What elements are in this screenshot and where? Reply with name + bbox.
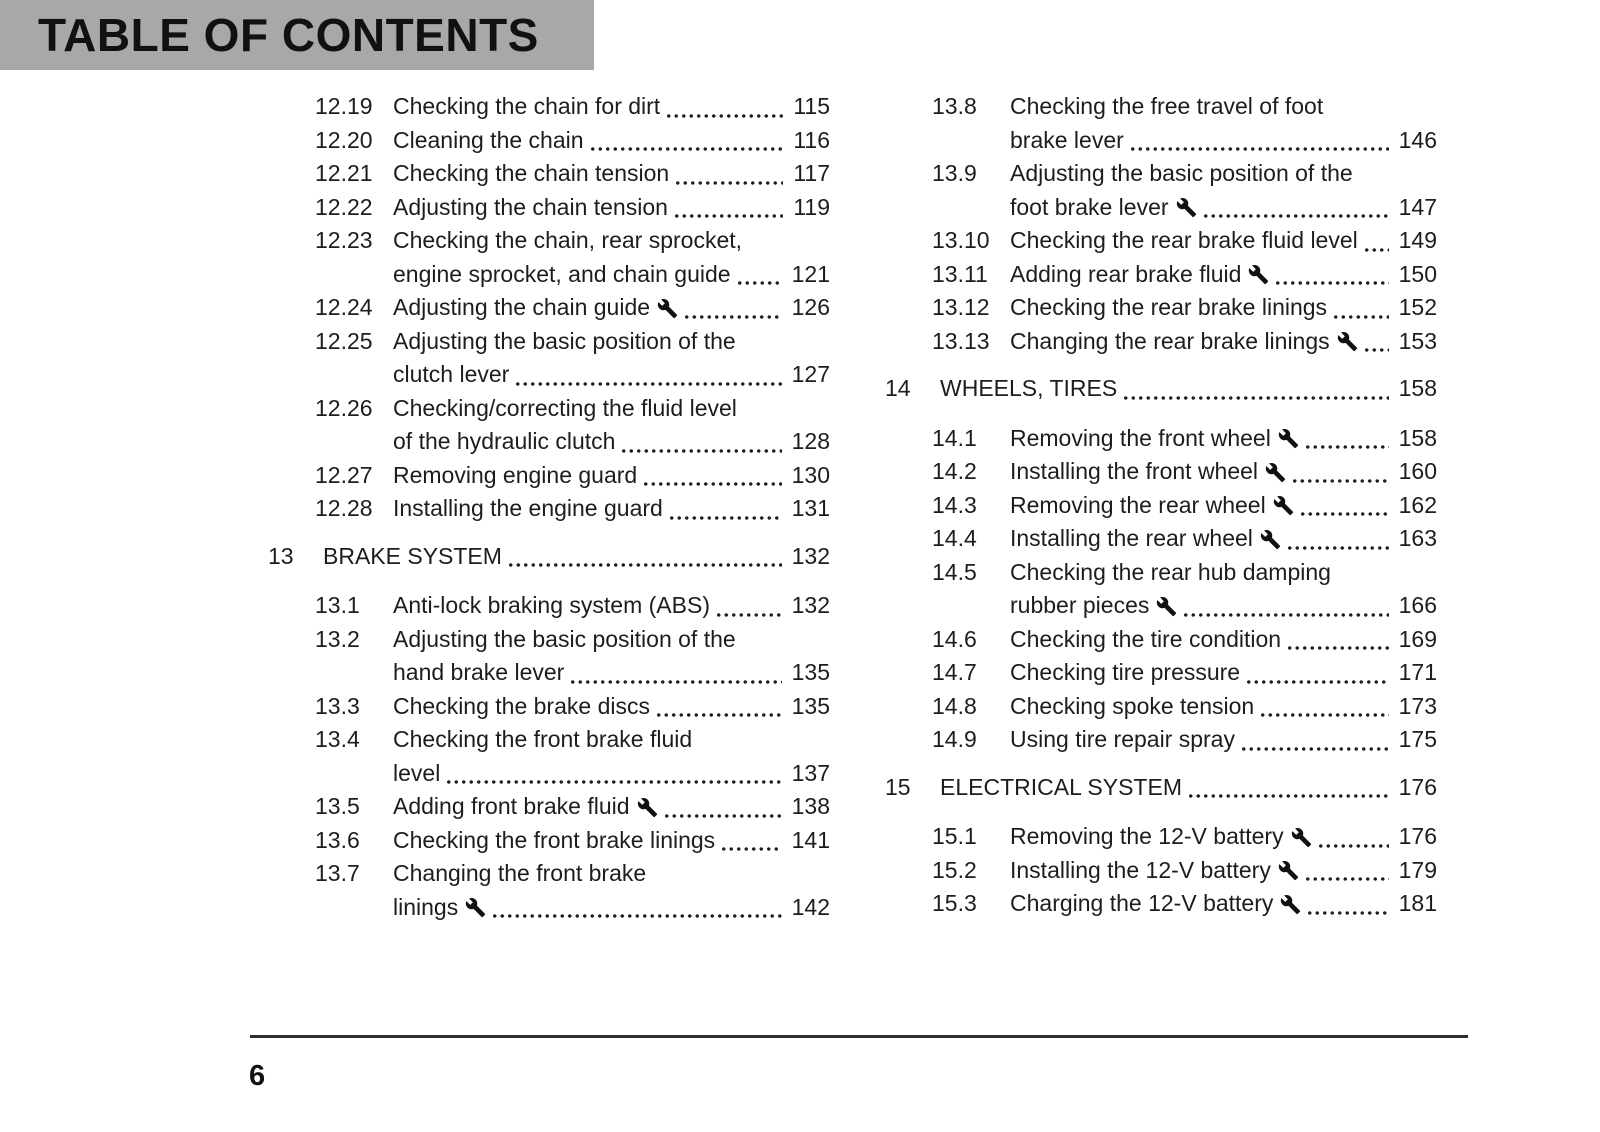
toc-page-number: 150 xyxy=(1398,260,1437,287)
header-bar xyxy=(0,0,594,70)
toc-page-number: 128 xyxy=(791,428,830,454)
toc-entry-title: Checking tire pressure xyxy=(1010,659,1241,685)
dot-leader xyxy=(1304,444,1389,450)
wrench-icon xyxy=(657,298,678,319)
toc-entry-number: 13.7 xyxy=(315,860,360,886)
toc-page-number: 132 xyxy=(791,592,830,618)
toc-entry-line xyxy=(1010,854,1437,888)
toc-entry-number: 15.1 xyxy=(932,823,977,849)
toc-page-number: 153 xyxy=(1398,327,1437,354)
toc-entry[interactable] xyxy=(268,157,830,191)
toc-entry-line: Checking the free travel of foot xyxy=(1010,93,1324,119)
toc-entry[interactable] xyxy=(885,887,1437,921)
toc-page-number: 135 xyxy=(791,659,830,685)
toc-entry[interactable] xyxy=(885,291,1437,325)
toc-entry[interactable] xyxy=(885,820,1437,854)
toc-entry-title: level xyxy=(393,759,441,786)
toc-entry-content xyxy=(393,124,830,158)
dot-leader xyxy=(668,515,782,521)
toc-entry-number: 13.10 xyxy=(932,227,990,253)
toc-entry[interactable] xyxy=(268,459,830,493)
wrench-icon xyxy=(1176,197,1197,218)
toc-entry-content xyxy=(1010,820,1437,854)
toc-entry-content xyxy=(1010,90,1437,157)
toc-entry-title: WHEELS, TIRES xyxy=(940,375,1118,401)
toc-entry-number: 13.3 xyxy=(315,692,360,719)
toc-entry-line: Checking/correcting the fluid level xyxy=(393,394,737,421)
toc-entry-line xyxy=(393,690,830,724)
wrench-icon xyxy=(1265,462,1286,483)
toc-entry-number: 12.27 xyxy=(315,461,373,488)
toc-entry-line xyxy=(393,589,830,623)
dot-leader xyxy=(1317,843,1389,849)
toc-entry-line xyxy=(323,540,830,574)
toc-entry-content xyxy=(1010,258,1437,292)
toc-entry[interactable] xyxy=(885,623,1437,657)
toc-entry-content xyxy=(393,191,830,225)
toc-page-number: 137 xyxy=(791,759,830,786)
dot-leader xyxy=(1122,395,1388,401)
toc-entry[interactable] xyxy=(885,325,1437,359)
toc-entry-line xyxy=(393,824,830,858)
toc-page-number: 138 xyxy=(791,793,830,819)
dot-leader xyxy=(1187,793,1389,799)
toc-page-number: 160 xyxy=(1398,458,1437,484)
toc-entry[interactable] xyxy=(885,656,1437,690)
toc-entry-title: linings xyxy=(393,893,459,920)
toc-entry-title: Installing the rear wheel xyxy=(1010,525,1253,551)
toc-page-number: 119 xyxy=(793,193,830,220)
wrench-icon xyxy=(1278,860,1299,881)
wrench-icon xyxy=(1291,827,1312,848)
toc-entry-line xyxy=(393,757,830,791)
toc-section-heading[interactable] xyxy=(885,771,1437,805)
toc-entry-title: Using tire repair spray xyxy=(1010,726,1235,752)
toc-entry-title: BRAKE SYSTEM xyxy=(323,542,502,569)
toc-entry[interactable] xyxy=(268,325,830,392)
toc-entry-line xyxy=(1010,723,1437,757)
toc-entry-line xyxy=(1010,325,1437,359)
toc-page-number: 173 xyxy=(1398,692,1437,719)
toc-entry-number: 13.8 xyxy=(932,93,977,119)
toc-entry-line: Changing the front brake xyxy=(393,860,647,886)
toc-entry-line xyxy=(393,656,830,690)
toc-entry-title: Removing the 12-V battery xyxy=(1010,823,1284,849)
toc-entry-content xyxy=(1010,522,1437,556)
toc-section xyxy=(885,372,1437,757)
toc-entry-line xyxy=(393,358,830,392)
toc-entry-line xyxy=(393,492,830,526)
dot-leader xyxy=(1286,545,1389,551)
toc-page-number: 147 xyxy=(1398,193,1437,220)
wrench-icon xyxy=(1337,331,1358,352)
toc-entry-line xyxy=(393,291,830,325)
toc-entry-title: brake lever xyxy=(1010,126,1124,153)
toc-entry[interactable] xyxy=(268,790,830,824)
dot-leader xyxy=(736,280,782,286)
toc-entry-line xyxy=(393,459,830,493)
toc-page-number: 152 xyxy=(1398,294,1437,320)
toc-entry-line xyxy=(940,771,1437,805)
toc-page-number: 176 xyxy=(1398,823,1437,849)
toc-entry-title: Removing the rear wheel xyxy=(1010,491,1266,518)
wrench-icon xyxy=(1260,529,1281,550)
toc-entry[interactable] xyxy=(885,854,1437,888)
wrench-icon xyxy=(1278,428,1299,449)
toc-entry[interactable] xyxy=(885,422,1437,456)
toc-page-number: 116 xyxy=(793,126,830,153)
toc-entry-content xyxy=(393,90,830,124)
footer-page-number: 6 xyxy=(249,1060,266,1092)
toc-page-number: 166 xyxy=(1398,592,1437,618)
toc-page-number: 175 xyxy=(1398,726,1437,752)
toc-entry-line xyxy=(1010,191,1437,225)
toc-page-number: 163 xyxy=(1398,525,1437,551)
toc-page-number: 121 xyxy=(791,260,830,287)
wrench-icon xyxy=(1156,596,1177,617)
toc-section-heading[interactable] xyxy=(268,540,830,574)
toc-entry-number: 12.28 xyxy=(315,495,373,521)
toc-entry-line xyxy=(1010,124,1437,158)
toc-entry-number: 14.4 xyxy=(932,525,977,551)
toc-section xyxy=(268,540,830,925)
toc-entry-content xyxy=(1010,224,1437,258)
toc-entry-number: 13.1 xyxy=(315,592,360,618)
toc-page-number: 171 xyxy=(1398,659,1437,685)
toc-entry-content xyxy=(393,857,830,924)
toc-entry-line xyxy=(1010,656,1437,690)
dot-leader xyxy=(514,381,781,387)
toc-entry-line xyxy=(393,790,830,824)
dot-leader xyxy=(1363,347,1389,353)
toc-entry[interactable] xyxy=(268,90,830,124)
toc-entry-content xyxy=(1010,157,1437,224)
toc-entry-number: 14.2 xyxy=(932,458,977,484)
toc-entry[interactable] xyxy=(885,90,1437,157)
toc-page-number: 130 xyxy=(791,461,830,488)
toc-entry-content xyxy=(393,224,830,291)
toc-entry-number: 14.8 xyxy=(932,692,977,719)
toc-entry[interactable] xyxy=(268,824,830,858)
dot-leader xyxy=(673,213,783,219)
toc-entry-title: Checking the front brake linings xyxy=(393,826,716,853)
toc-page-number: 179 xyxy=(1398,856,1437,883)
footer-rule xyxy=(250,1035,1468,1038)
toc-page-number: 135 xyxy=(791,692,830,719)
toc-entry[interactable] xyxy=(268,690,830,724)
toc-entry-line xyxy=(1010,489,1437,523)
toc-page-number: 127 xyxy=(791,361,830,387)
toc-entry-line xyxy=(1010,455,1437,489)
toc-entry-line xyxy=(1010,422,1437,456)
toc-entry[interactable] xyxy=(885,489,1437,523)
toc-entry-title: Cleaning the chain xyxy=(393,126,584,153)
toc-entry[interactable] xyxy=(885,690,1437,724)
wrench-icon xyxy=(1248,264,1269,285)
toc-section-number: 13 xyxy=(268,542,294,569)
toc-entry-title: Installing the front wheel xyxy=(1010,458,1259,484)
toc-entry-number: 13.4 xyxy=(315,726,360,752)
dot-leader xyxy=(1299,511,1389,517)
toc-entry-title: ELECTRICAL SYSTEM xyxy=(940,773,1182,800)
toc-entry-line xyxy=(1010,258,1437,292)
toc-entry[interactable] xyxy=(268,589,830,623)
toc-entry-number: 12.21 xyxy=(315,160,373,186)
toc-entry-content xyxy=(393,459,830,493)
toc-entry-line xyxy=(393,425,830,459)
toc-entry-content xyxy=(393,824,830,858)
wrench-icon xyxy=(637,797,658,818)
toc-page-number: 115 xyxy=(793,93,830,119)
toc-entry-content xyxy=(393,790,830,824)
toc-entry-number: 12.22 xyxy=(315,193,373,220)
toc-entry-title: clutch lever xyxy=(393,361,510,387)
toc-entry-content xyxy=(1010,556,1437,623)
toc-entry-title: Checking the rear brake linings xyxy=(1010,294,1328,320)
toc-page-number: 131 xyxy=(791,495,830,521)
toc-page-number: 117 xyxy=(793,160,830,186)
toc-entry-title: Checking the chain for dirt xyxy=(393,93,661,119)
toc-entry-number: 15.3 xyxy=(932,890,977,916)
toc-entry-number: 14.6 xyxy=(932,625,977,652)
toc-entry-title: Removing the front wheel xyxy=(1010,424,1271,451)
toc-entry-line xyxy=(393,258,830,292)
toc-entry-number: 12.24 xyxy=(315,294,373,320)
toc-entry-number: 14.3 xyxy=(932,491,977,518)
toc-entry-title: of the hydraulic clutch xyxy=(393,428,616,454)
toc-page-number: 176 xyxy=(1398,773,1437,800)
toc-entry-content xyxy=(393,723,830,790)
toc-entry-title: Adding rear brake fluid xyxy=(1010,260,1242,287)
toc-entry-content xyxy=(393,589,830,623)
toc-page-number: 141 xyxy=(791,826,830,853)
toc-entry-number: 12.19 xyxy=(315,93,373,119)
toc-entry-line: Adjusting the basic position of the xyxy=(393,327,736,354)
toc-entry-title: Checking spoke tension xyxy=(1010,692,1255,719)
toc-entry-line: Checking the rear hub damping xyxy=(1010,558,1331,585)
toc-entry-title: Installing the engine guard xyxy=(393,495,663,521)
toc-entry-title: Checking the tire condition xyxy=(1010,625,1282,652)
toc-entry[interactable] xyxy=(268,191,830,225)
toc-entry-content xyxy=(393,623,830,690)
toc-entry-number: 14.7 xyxy=(932,659,977,685)
toc-entry-content xyxy=(1010,291,1437,325)
toc-entry-number: 13.11 xyxy=(932,260,988,287)
toc-entry-title: Adjusting the chain tension xyxy=(393,193,668,220)
toc-entry-line xyxy=(1010,291,1437,325)
toc-entry[interactable] xyxy=(268,623,830,690)
dot-leader xyxy=(620,448,781,454)
page-title: TABLE OF CONTENTS xyxy=(38,9,539,61)
toc-entry-title: Adding front brake fluid xyxy=(393,793,630,819)
toc-entry-line xyxy=(393,891,830,925)
toc-entry-title: Installing the 12-V battery xyxy=(1010,856,1271,883)
toc-entry[interactable] xyxy=(885,723,1437,757)
dot-leader xyxy=(589,146,784,152)
toc-entry[interactable] xyxy=(268,291,830,325)
dot-leader xyxy=(1259,712,1388,718)
toc-entry-title: Changing the rear brake linings xyxy=(1010,327,1330,354)
toc-entry[interactable] xyxy=(885,258,1437,292)
toc-entry-content xyxy=(1010,690,1437,724)
toc-entry-content xyxy=(393,157,830,191)
toc-entry-title: Checking the chain tension xyxy=(393,160,670,186)
toc-column-left xyxy=(268,90,830,924)
toc-entry-title: Removing engine guard xyxy=(393,461,638,488)
dot-leader xyxy=(1332,314,1389,320)
toc-entry-content xyxy=(393,291,830,325)
toc-entry[interactable] xyxy=(268,124,830,158)
toc-entry-content xyxy=(1010,887,1437,921)
toc-entry-content xyxy=(1010,489,1437,523)
toc-entry-number: 15.2 xyxy=(932,856,977,883)
toc-entry-content xyxy=(1010,656,1437,690)
toc-entry-content xyxy=(393,690,830,724)
toc-entry[interactable] xyxy=(885,556,1437,623)
dot-leader xyxy=(715,612,782,618)
dot-leader xyxy=(720,846,781,852)
toc-entry-line xyxy=(1010,887,1437,921)
toc-entry-line: Adjusting the basic position of the xyxy=(1010,160,1353,186)
dot-leader xyxy=(1245,679,1389,685)
toc-entry[interactable] xyxy=(885,455,1437,489)
toc-section-heading[interactable] xyxy=(885,372,1437,406)
toc-page-number: 132 xyxy=(791,542,830,569)
dot-leader xyxy=(569,679,781,685)
toc-entry-line: Adjusting the basic position of the xyxy=(393,625,736,652)
toc-entry[interactable] xyxy=(885,224,1437,258)
dot-leader xyxy=(1304,876,1389,882)
toc-section-number: 14 xyxy=(885,375,911,401)
toc-entry-content xyxy=(1010,623,1437,657)
toc-entry-content xyxy=(1010,854,1437,888)
toc-entry-title: foot brake lever xyxy=(1010,193,1169,220)
dot-leader xyxy=(663,813,782,819)
toc-page-number: 126 xyxy=(791,294,830,320)
toc-entry-title: Checking the brake discs xyxy=(393,692,650,719)
toc-section-number: 15 xyxy=(885,773,911,800)
toc-entry-title: Checking the rear brake fluid level xyxy=(1010,227,1358,253)
toc-page-number: 158 xyxy=(1398,424,1437,451)
dot-leader xyxy=(1240,746,1389,752)
toc-entry-title: engine sprocket, and chain guide xyxy=(393,260,731,287)
dot-leader xyxy=(674,180,783,186)
toc-page-number: 149 xyxy=(1398,227,1437,253)
dot-leader xyxy=(507,562,782,568)
toc-page-number: 162 xyxy=(1398,491,1437,518)
toc-entry[interactable] xyxy=(268,857,830,924)
dot-leader xyxy=(683,314,782,320)
toc-entry[interactable] xyxy=(268,492,830,526)
toc-entry[interactable] xyxy=(885,157,1437,224)
dot-leader xyxy=(642,481,781,487)
toc-entry[interactable] xyxy=(268,224,830,291)
toc-entry-line xyxy=(393,157,830,191)
toc-entry-title: hand brake lever xyxy=(393,659,565,685)
dot-leader xyxy=(1274,280,1388,286)
toc-entry-title: Adjusting the chain guide xyxy=(393,294,651,320)
toc-entry-content xyxy=(1010,325,1437,359)
toc-entry-title: Charging the 12-V battery xyxy=(1010,890,1274,916)
dot-leader xyxy=(491,913,781,919)
toc-entry[interactable] xyxy=(268,723,830,790)
toc-entry-number: 12.23 xyxy=(315,227,373,253)
toc-entry-number: 12.20 xyxy=(315,126,373,153)
toc-entry-line: Checking the chain, rear sprocket, xyxy=(393,227,743,253)
toc-entry-content xyxy=(1010,422,1437,456)
toc-column-right xyxy=(885,90,1437,924)
toc-page-number: 158 xyxy=(1398,375,1437,401)
dot-leader xyxy=(1182,612,1388,618)
toc-entry-line xyxy=(940,372,1437,406)
toc-page-number: 142 xyxy=(791,893,830,920)
toc-entry-number: 12.26 xyxy=(315,394,373,421)
toc-entry-content xyxy=(1010,455,1437,489)
toc-page-number: 181 xyxy=(1398,890,1437,916)
table-of-contents xyxy=(268,90,1437,924)
wrench-icon xyxy=(465,897,486,918)
toc-page-number: 169 xyxy=(1398,625,1437,652)
toc-entry[interactable] xyxy=(268,392,830,459)
toc-entry-title: rubber pieces xyxy=(1010,592,1150,618)
toc-entry-line xyxy=(1010,522,1437,556)
toc-entry-title: Anti-lock braking system (ABS) xyxy=(393,592,710,618)
dot-leader xyxy=(655,712,782,718)
toc-section xyxy=(885,771,1437,921)
dot-leader xyxy=(1291,478,1389,484)
toc-entry-number: 12.25 xyxy=(315,327,373,354)
toc-entry-line xyxy=(1010,623,1437,657)
toc-entry-number: 13.6 xyxy=(315,826,360,853)
toc-entry-number: 14.9 xyxy=(932,726,977,752)
toc-entry-line xyxy=(1010,820,1437,854)
toc-entry[interactable] xyxy=(885,522,1437,556)
dot-leader xyxy=(445,779,781,785)
toc-entry-number: 13.12 xyxy=(932,294,990,320)
wrench-icon xyxy=(1273,495,1294,516)
toc-entry-number: 13.5 xyxy=(315,793,360,819)
toc-entry-line xyxy=(393,90,830,124)
toc-entry-line xyxy=(1010,224,1437,258)
toc-entry-content xyxy=(393,325,830,392)
toc-entry-content xyxy=(1010,723,1437,757)
toc-entry-line xyxy=(393,191,830,225)
dot-leader xyxy=(1306,910,1388,916)
toc-entry-number: 13.2 xyxy=(315,625,360,652)
dot-leader xyxy=(665,113,783,119)
toc-entry-number: 13.9 xyxy=(932,160,977,186)
wrench-icon xyxy=(1280,894,1301,915)
toc-entry-line: Checking the front brake fluid xyxy=(393,726,693,752)
toc-entry-line xyxy=(1010,690,1437,724)
dot-leader xyxy=(1363,247,1389,253)
toc-entry-number: 14.5 xyxy=(932,558,977,585)
toc-entry-line xyxy=(1010,589,1437,623)
toc-entry-number: 13.13 xyxy=(932,327,990,354)
dot-leader xyxy=(1286,645,1389,651)
toc-entry-content xyxy=(393,492,830,526)
dot-leader xyxy=(1129,146,1389,152)
toc-entry-number: 14.1 xyxy=(932,424,977,451)
toc-entry-line xyxy=(393,124,830,158)
toc-page-number: 146 xyxy=(1398,126,1437,153)
toc-entry-content xyxy=(393,392,830,459)
dot-leader xyxy=(1202,213,1389,219)
